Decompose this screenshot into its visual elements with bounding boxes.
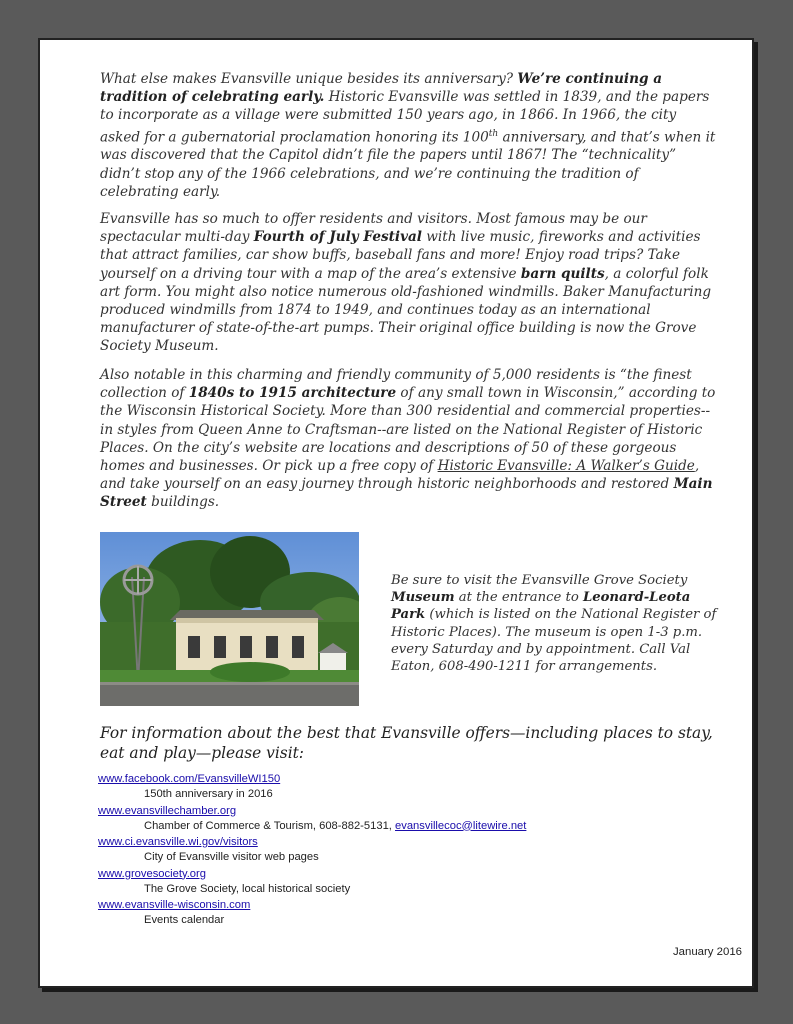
link-description <box>98 819 698 835</box>
document-date: January 2016 <box>672 946 742 958</box>
superscript: th <box>488 128 499 139</box>
bold-run: Museum <box>391 590 455 606</box>
text-run: (which is listed on the National Register of Historic Places). The museum is open 1-3 p.m. every Saturday and by appointment. Call Val Eaton, 608-490-1211 for arrangements. <box>391 607 717 675</box>
text-run: at the entrance to <box>454 590 583 606</box>
text-run: with live music, fireworks and activities that attract families, car show buffs, baseball fans and more! Enjoy road trips? Take yourself on a driving tour with a map of the area’s extensive <box>100 229 701 282</box>
text-run: , and take yourself on an easy journey through historic neighborhoods and restored <box>100 458 700 493</box>
text-run: Also notable in this charming and friendly community of 5,000 residents is “the finest collection of <box>100 367 692 402</box>
document-page <box>38 38 754 988</box>
info-heading: For information about the best that Evansville offers—including places to stay, eat and play—please visit: <box>100 724 713 762</box>
link-description: 150th anniversary in 2016 <box>144 788 273 800</box>
text-run: What else makes Evansville unique besides its anniversary? <box>100 71 518 87</box>
museum-photo <box>100 532 359 706</box>
text-run: buildings. <box>146 494 220 511</box>
bold-run: Leonard-Leota Park <box>391 590 691 623</box>
text-run: Historic Evansville was settled in 1839, and the papers to incorporate as a village were submitted 150 years ago, in 1866. In 1966, the city asked for a gubernatorial proclamation honoring its 100 <box>100 89 710 146</box>
text-run: , a colorful folk art form. You might also notice numerous old-fashioned windmills. Baker Manufacturing produced windmills from 1874 to 1949, and continues today as an international manufacturer of state-of-the-art pumps. Their original office building is now the Grove Society Museum. <box>100 265 712 355</box>
paragraph-anniversary <box>100 70 720 201</box>
bold-run: barn quilts <box>520 265 605 282</box>
bold-run: 1840s to 1915 architecture <box>188 385 397 402</box>
link-chamber[interactable]: www.evansvillechamber.org <box>98 804 237 817</box>
description-text: Chamber of Commerce & Tourism, 608-882-5131, <box>144 819 396 832</box>
link-events[interactable]: www.evansville-wisconsin.com <box>98 899 251 911</box>
museum-photo-image <box>100 532 359 706</box>
link-description: City of Evansville visitor web pages <box>144 851 319 863</box>
paragraph-attractions <box>100 210 720 356</box>
text-run: Be sure to visit the Evansville Grove Society <box>391 573 688 588</box>
text-run: anniversary, and that’s when it was discovered that the Capitol didn’t file the papers until 1867! The “technicality” didn’t stop any of the 1966 celebrations, and we’re continuing the tradition of celebrating early. <box>100 129 716 200</box>
photo-caption <box>391 572 721 675</box>
paragraph-architecture <box>100 366 720 512</box>
book-title: Historic Evansville: A Walker’s Guide <box>437 458 695 475</box>
email-link[interactable]: evansvillecoc@litewire.net <box>395 819 527 832</box>
link-city[interactable]: www.ci.evansville.wi.gov/visitors <box>98 836 258 848</box>
resource-links <box>98 771 698 929</box>
link-facebook[interactable]: www.facebook.com/EvansvilleWI150 <box>98 773 281 785</box>
text-run: Evansville has so much to offer residents and visitors. Most famous may be our spectacular multi-day <box>100 211 647 246</box>
link-grove-society[interactable]: www.grovesociety.org <box>98 867 206 880</box>
link-description: The Grove Society, local historical society <box>144 882 351 895</box>
bold-run: Main Street <box>100 476 713 511</box>
bold-run: We’re continuing a tradition of celebrating early. <box>100 71 663 106</box>
link-description: Events calendar <box>144 914 225 926</box>
text-run: of any small town in Wisconsin,” according to the Wisconsin Historical Society. More than 300 residential and commercial properties--in styles from Queen Anne to Craftsman--are listed on the National Register of Historic Places. On the city’s website are locations and descriptions of 50 of these gorgeous homes and businesses. Or pick up a free copy of <box>100 385 716 475</box>
bold-run: Fourth of July Festival <box>253 229 422 246</box>
